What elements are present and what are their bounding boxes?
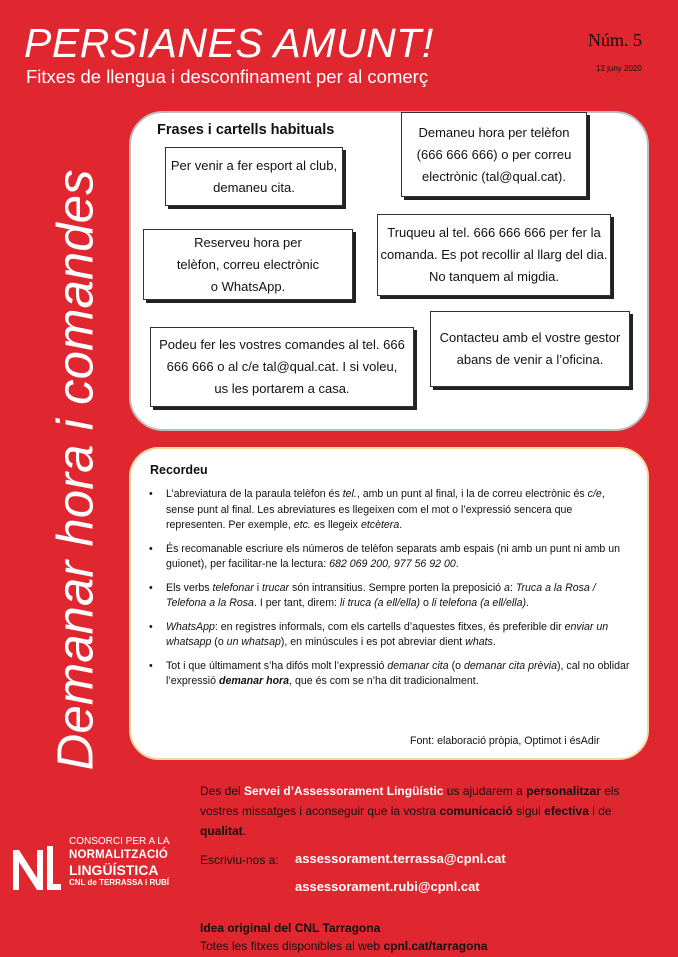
vertical-title: Demanar hora i comandes: [46, 169, 104, 771]
email-link-rubi[interactable]: assessorament.rubi@cpnl.cat: [295, 879, 480, 894]
list-item: • Tot i que últimament s’ha difós molt l’expressió demanar cita (o demanar cita prèvia), cal no oblidar l’expressió demanar hora, que és com se n’ha dit tradicionalment.: [149, 659, 630, 687]
sign-text: Contacteu amb el vostre gestor abans de venir a l’oficina.: [439, 330, 621, 367]
remember-heading: Recordeu: [150, 463, 208, 477]
issue-date: 12 juny 2020: [596, 64, 642, 73]
page-title: PERSIANES AMUNT!: [24, 20, 434, 66]
list-item: • L’abreviatura de la paraula telèfon és tel., amb un punt al final, i la de correu electrònic és c/e, sense punt al final. Les abreviatures es llegeixen com el mot o l’expressió sencera que representen. Per exemple, etc. es llegeix etcètera.: [149, 488, 605, 531]
contact-label: Escriviu-nos a:: [200, 853, 279, 867]
sign-text: Truqueu al tel. 666 666 666 per fer la comanda. Es pot recollir al llarg del dia. No tanquem al migdia.: [380, 225, 608, 284]
sign-text: Reserveu hora per telèfon, correu electrònic o WhatsApp.: [176, 234, 320, 294]
cpnl-logo-icon: [7, 840, 63, 896]
sign-text: Per venir a fer esport al club, demaneu cita.: [170, 157, 338, 195]
all-sheets-line: Totes les fitxes disponibles al web cpnl.cat/tarragona: [200, 939, 488, 953]
source-credit: Font: elaboració pròpia, Optimot i ésAdir: [410, 735, 600, 747]
bullet-icon: •: [149, 620, 153, 633]
sign-text: Demaneu hora per telèfon (666 666 666) o per correu electrònic (tal@qual.cat).: [416, 124, 572, 184]
email-link-terrassa[interactable]: assessorament.terrassa@cpnl.cat: [295, 851, 506, 866]
list-item: • WhatsApp: en registres informals, com els cartells d’aquestes fitxes, és preferible dir enviar un whatsapp (o un whatsap), en minúscules i es pot abreviar dient whats.: [149, 620, 609, 648]
sign-card: [377, 214, 611, 296]
page-subtitle: Fitxes de llengua i desconfinament per al comerç: [26, 66, 429, 87]
service-name: Servei d’Assessorament Lingüístic: [244, 784, 444, 798]
bullet-icon: •: [149, 488, 153, 500]
issue-number: Núm. 5: [588, 30, 642, 50]
sign-card: [165, 147, 343, 206]
list-item: • És recomanable escriure els números de telèfon separats amb espais (ni amb un punt ni amb un guionet), per facilitar-ne la lectura: 682 069 200, 977 56 92 00.: [149, 542, 621, 570]
bullet-icon: •: [149, 581, 153, 594]
sign-card: [401, 112, 587, 197]
vertical-title-area: [40, 125, 110, 815]
remember-list: [145, 487, 630, 698]
sign-card: [150, 327, 414, 407]
website-link[interactable]: cpnl.cat/tarragona: [383, 939, 488, 953]
cpnl-logo: [3, 830, 193, 905]
sign-card: [143, 229, 353, 300]
bullet-icon: •: [149, 542, 153, 555]
phrases-heading: Frases i cartells habituals: [157, 122, 335, 138]
cpnl-logo-text: CONSORCI PER A LA NORMALITZACIÓ LINGÜÍSTICA CNL de TERRASSA i RUBÍ: [69, 836, 170, 887]
bullet-icon: •: [149, 659, 153, 672]
service-intro: Des del Servei d’Assessorament Lingüístic us ajudarem a personalitzar els vostres missatges i aconseguir que la vostra comunicació sigui efectiva i de qualitat.: [200, 784, 620, 838]
sign-card: [430, 311, 630, 387]
original-idea: Idea original del CNL Tarragona: [200, 921, 381, 935]
list-item: • Els verbs telefonar i trucar són intransitius. Sempre porten la preposició a: Truca a la Rosa / Telefona a la Rosa. I per tant, direm: li truca (a ell/ella) o li telefona (a ell/ella).: [149, 581, 596, 609]
sign-text: Podeu fer les vostres comandes al tel. 666 666 666 o al c/e tal@qual.cat. I si voleu, us les portarem a casa.: [159, 337, 405, 396]
